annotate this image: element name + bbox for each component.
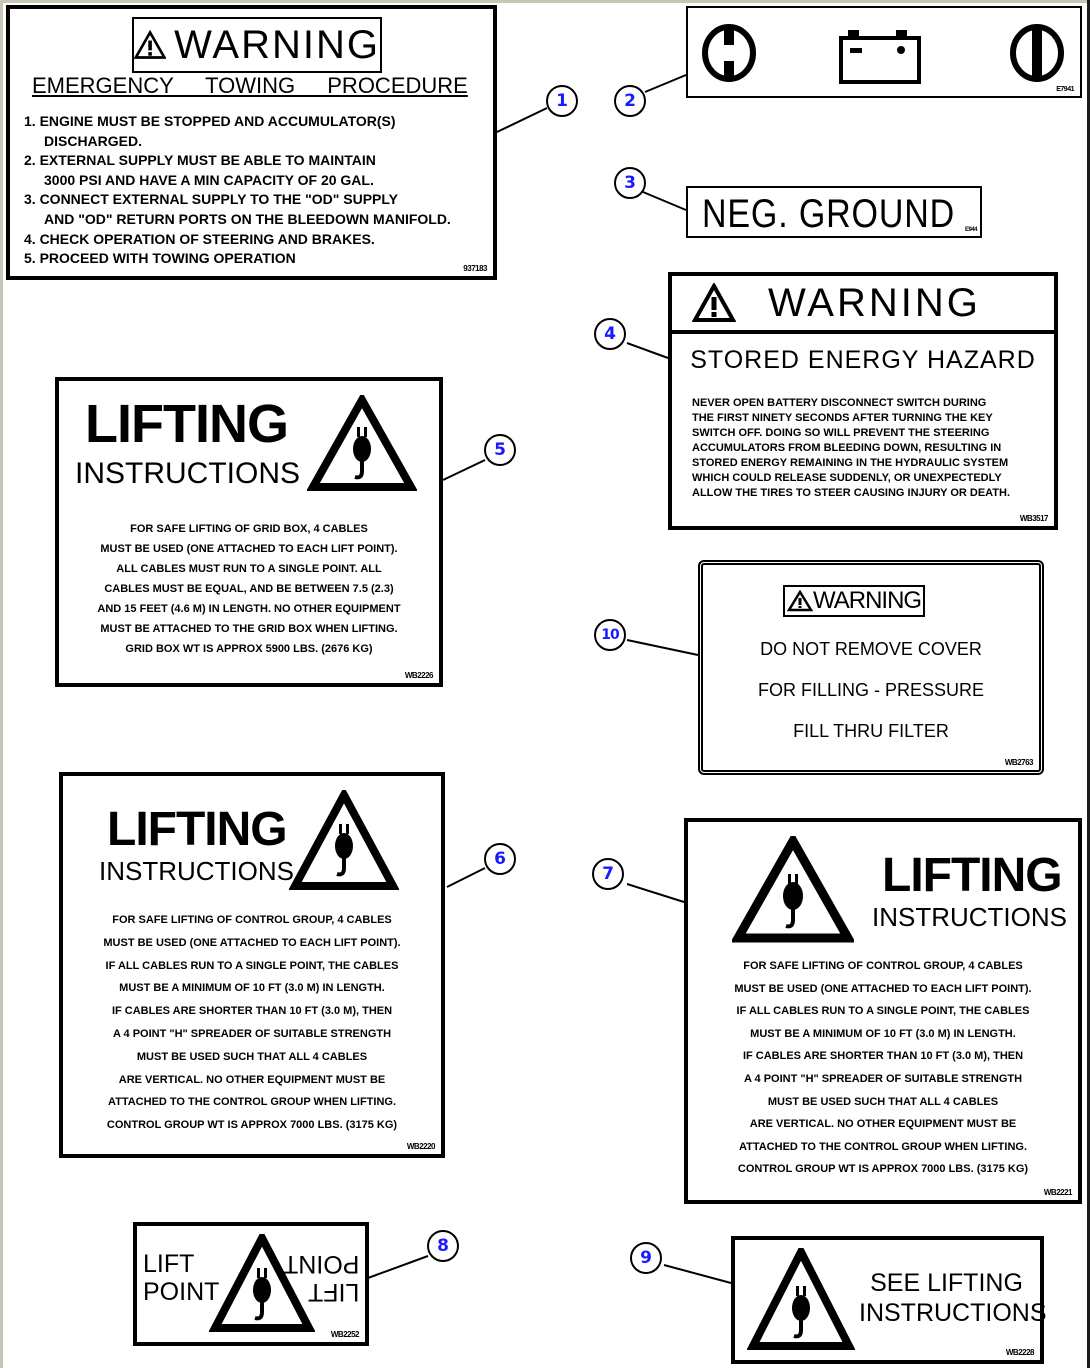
callout-9 bbox=[630, 1242, 662, 1274]
instructions-subtitle: INSTRUCTIONS bbox=[75, 457, 300, 490]
body-line: FOR FILLING - PRESSURE bbox=[757, 680, 985, 700]
callout-1 bbox=[546, 85, 578, 117]
body-line: MUST BE ATTACHED TO THE GRID BOX WHEN LIFTING. bbox=[100, 623, 398, 635]
callout-number: 5 bbox=[494, 440, 506, 460]
body-line: FOR SAFE LIFTING OF GRID BOX, 4 CABLES bbox=[130, 523, 368, 535]
hazard-body bbox=[692, 396, 1010, 501]
part-number: WB2221 bbox=[1043, 1188, 1072, 1197]
battery-disconnect-off-icon bbox=[700, 23, 758, 83]
hazard-title: STORED ENERGY HAZARD bbox=[690, 346, 1036, 374]
page-edge-top bbox=[0, 0, 1090, 3]
body-line: IF ALL CABLES RUN TO A SINGLE POINT, THE CABLES bbox=[736, 1005, 1030, 1018]
decal-lifting-control-group-right bbox=[684, 818, 1082, 1204]
instructions-subtitle: INSTRUCTIONS bbox=[99, 856, 294, 886]
lift-point-line: POINT bbox=[282, 1250, 359, 1278]
body-line: MUST BE USED (ONE ATTACHED TO EACH LIFT POINT). bbox=[734, 982, 1032, 995]
step-line: 4. CHECK OPERATION OF STEERING AND BRAKES. bbox=[24, 230, 375, 247]
battery-icon bbox=[838, 26, 926, 86]
lifting-body bbox=[688, 955, 1078, 1181]
callout-7 bbox=[592, 858, 624, 890]
callout-number: 7 bbox=[602, 864, 614, 884]
decal-lifting-grid-box bbox=[55, 377, 443, 687]
cover-warning-body bbox=[703, 629, 1039, 752]
decal-emergency-towing bbox=[6, 5, 497, 280]
callout-number: 10 bbox=[601, 627, 619, 643]
body-line: CABLES MUST BE EQUAL, AND BE BETWEEN 7.5 (2.3) bbox=[104, 583, 394, 595]
step-line: 3. CONNECT EXTERNAL SUPPLY TO THE "OD" SUPPLY bbox=[24, 191, 398, 208]
callout-2 bbox=[614, 85, 646, 117]
body-line: MUST BE A MINIMUM OF 10 FT (3.0 M) IN LENGTH. bbox=[750, 1027, 1016, 1040]
warning-triangle-icon bbox=[692, 283, 736, 323]
body-line: WHICH COULD RELEASE SUDDENLY, OR UNEXPECTEDLY bbox=[692, 472, 1002, 484]
decal-lift-point bbox=[133, 1222, 369, 1346]
part-number: WB2228 bbox=[1005, 1348, 1034, 1357]
body-line: IF CABLES ARE SHORTER THAN 10 FT (3.0 M), THEN bbox=[111, 1005, 393, 1018]
warning-header-box bbox=[132, 17, 382, 73]
battery-disconnect-on-icon bbox=[1008, 23, 1066, 83]
warning-header-box bbox=[783, 585, 925, 617]
step-line: 2. EXTERNAL SUPPLY MUST BE ABLE TO MAINTAIN bbox=[24, 152, 376, 169]
lift-point-left-text bbox=[143, 1250, 219, 1306]
callout-number: 4 bbox=[604, 324, 616, 344]
callout-4 bbox=[594, 318, 626, 350]
body-line: IF ALL CABLES RUN TO A SINGLE POINT, THE CABLES bbox=[105, 959, 399, 972]
neg-ground-text: NEG. GROUND bbox=[702, 192, 956, 236]
lifting-hook-warning-icon bbox=[747, 1248, 855, 1352]
body-line: FOR SAFE LIFTING OF CONTROL GROUP, 4 CABLES bbox=[743, 960, 1023, 972]
decal-neg-ground bbox=[686, 186, 982, 238]
body-line: FILL THRU FILTER bbox=[793, 721, 949, 741]
callout-3 bbox=[614, 167, 646, 199]
callout-10 bbox=[594, 619, 626, 651]
body-line: ACCUMULATORS FROM BLEEDING DOWN, RESULTING IN bbox=[692, 442, 1002, 454]
step-line: 5. PROCEED WITH TOWING OPERATION bbox=[24, 250, 296, 267]
part-number: E7941 bbox=[1056, 86, 1074, 93]
callout-number: 2 bbox=[624, 91, 636, 111]
step-line: AND "OD" RETURN PORTS ON THE BLEEDOWN MANIFOLD. bbox=[44, 210, 451, 227]
part-number: WB3517 bbox=[1019, 514, 1048, 523]
callout-8 bbox=[427, 1230, 459, 1262]
step-line: 3000 PSI AND HAVE A MIN CAPACITY OF 20 GAL. bbox=[44, 171, 374, 188]
lifting-body bbox=[63, 909, 441, 1137]
step-line: DISCHARGED. bbox=[44, 132, 143, 149]
decal-see-lifting-instructions bbox=[731, 1236, 1047, 1364]
callout-5 bbox=[484, 434, 516, 466]
part-number: E944 bbox=[964, 227, 977, 233]
callout-number: 6 bbox=[494, 849, 506, 869]
decal-battery-disconnect bbox=[686, 6, 1082, 98]
body-line: CONTROL GROUP WT IS APPROX 7000 LBS. (3175 KG) bbox=[737, 1163, 1029, 1176]
body-line: ALL CABLES MUST RUN TO A SINGLE POINT. ALL bbox=[116, 563, 382, 575]
body-line: ARE VERTICAL. NO OTHER EQUIPMENT MUST BE bbox=[749, 1118, 1017, 1131]
lifting-body bbox=[59, 519, 439, 659]
see-lifting-line: INSTRUCTIONS bbox=[859, 1299, 1047, 1327]
body-line: ATTACHED TO THE CONTROL GROUP WHEN LIFTING. bbox=[738, 1140, 1028, 1153]
body-line: AND 15 FEET (4.6 M) IN LENGTH. NO OTHER EQUIPMENT bbox=[97, 603, 401, 615]
body-line: MUST BE USED (ONE ATTACHED TO EACH LIFT POINT). bbox=[100, 543, 398, 555]
lifting-hook-warning-icon bbox=[289, 790, 399, 892]
body-line: GRID BOX WT IS APPROX 5900 LBS. (2676 KG) bbox=[125, 643, 373, 655]
see-lifting-line: SEE LIFTING bbox=[870, 1269, 1023, 1297]
warning-header: WARNING bbox=[813, 587, 922, 614]
decal-do-not-remove-cover bbox=[698, 560, 1044, 775]
body-line: MUST BE USED (ONE ATTACHED TO EACH LIFT POINT). bbox=[103, 936, 401, 949]
callout-number: 1 bbox=[556, 91, 568, 111]
decal-stored-energy-hazard bbox=[668, 272, 1058, 530]
procedure-steps bbox=[24, 112, 451, 269]
callout-number: 8 bbox=[437, 1236, 449, 1256]
body-line: MUST BE USED SUCH THAT ALL 4 CABLES bbox=[767, 1095, 999, 1108]
warning-header: WARNING bbox=[768, 280, 981, 325]
body-line: SWITCH OFF. DOING SO WILL PREVENT THE STEERING bbox=[692, 427, 990, 439]
body-line: THE FIRST NINETY SECONDS AFTER TURNING THE KEY bbox=[692, 412, 993, 424]
warning-header-bar bbox=[672, 276, 1054, 334]
part-number: WB2220 bbox=[406, 1142, 435, 1151]
body-line: A 4 POINT "H" SPREADER OF SUITABLE STRENGTH bbox=[743, 1072, 1023, 1085]
part-number: WB2763 bbox=[1004, 758, 1033, 767]
body-line: ATTACHED TO THE CONTROL GROUP WHEN LIFTING. bbox=[107, 1096, 397, 1109]
body-line: IF CABLES ARE SHORTER THAN 10 FT (3.0 M), THEN bbox=[742, 1050, 1024, 1063]
part-number: WB2226 bbox=[404, 671, 433, 680]
lifting-title: LIFTING bbox=[107, 803, 287, 856]
warning-triangle-icon bbox=[134, 29, 166, 61]
step-line: 1. ENGINE MUST BE STOPPED AND ACCUMULATOR(S) bbox=[24, 113, 396, 129]
body-line: FOR SAFE LIFTING OF CONTROL GROUP, 4 CABLES bbox=[112, 914, 392, 926]
instructions-subtitle: INSTRUCTIONS bbox=[872, 902, 1067, 932]
warning-header: WARNING bbox=[174, 22, 380, 67]
body-line: ALLOW THE TIRES TO STEER CAUSING INJURY OR DEATH. bbox=[692, 487, 1011, 499]
body-line: ARE VERTICAL. NO OTHER EQUIPMENT MUST BE bbox=[118, 1073, 386, 1086]
lifting-title: LIFTING bbox=[85, 394, 288, 454]
warning-triangle-icon bbox=[787, 590, 813, 612]
body-line: CONTROL GROUP WT IS APPROX 7000 LBS. (3175 KG) bbox=[106, 1119, 398, 1132]
decal-lifting-control-group-left bbox=[59, 772, 445, 1158]
callout-6 bbox=[484, 843, 516, 875]
lift-point-right-text-inverted bbox=[283, 1250, 359, 1306]
callout-number: 9 bbox=[640, 1248, 652, 1268]
callout-number: 3 bbox=[624, 173, 636, 193]
body-line: NEVER OPEN BATTERY DISCONNECT SWITCH DURING bbox=[692, 397, 987, 409]
lifting-hook-warning-icon bbox=[307, 395, 417, 493]
lifting-hook-warning-icon bbox=[732, 836, 854, 944]
body-line: MUST BE A MINIMUM OF 10 FT (3.0 M) IN LENGTH. bbox=[119, 982, 385, 995]
lift-point-line: LIFT bbox=[307, 1278, 359, 1306]
lifting-title: LIFTING bbox=[882, 849, 1062, 902]
part-number: 937183 bbox=[463, 264, 487, 273]
page-edge-left bbox=[0, 0, 3, 1368]
body-line: DO NOT REMOVE COVER bbox=[760, 639, 982, 659]
body-line: MUST BE USED SUCH THAT ALL 4 CABLES bbox=[136, 1050, 368, 1063]
lift-point-line: POINT bbox=[143, 1278, 220, 1306]
body-line: A 4 POINT "H" SPREADER OF SUITABLE STRENGTH bbox=[112, 1027, 392, 1040]
lift-point-line: LIFT bbox=[143, 1250, 195, 1278]
part-number: WB2252 bbox=[330, 1330, 359, 1339]
body-line: STORED ENERGY REMAINING IN THE HYDRAULIC SYSTEM bbox=[692, 457, 1009, 469]
procedure-title: EMERGENCY TOWING PROCEDURE bbox=[32, 73, 468, 98]
see-lifting-text bbox=[859, 1268, 1047, 1328]
